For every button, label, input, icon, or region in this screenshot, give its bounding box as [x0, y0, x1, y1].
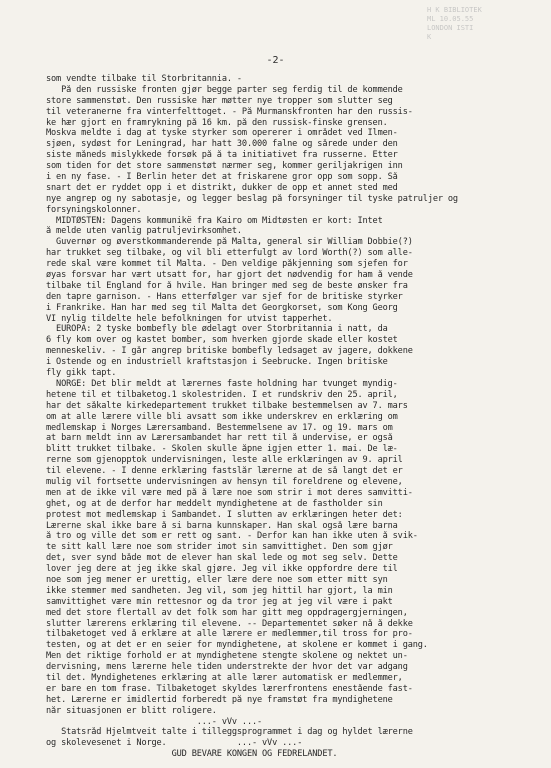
- text-line: NORGE: Det blir meldt at lærernes faste holdning har tvunget myndig-: [46, 378, 398, 389]
- stamp-line: K: [427, 33, 432, 41]
- text-line: til det. Myndighetenes erklæring at alle lærer automatisk er medlemmer,: [46, 672, 403, 683]
- text-line: dervisning, mens lærerne hele tiden understrekte der hvor det var adgang: [46, 662, 408, 673]
- text-line: tilbake til England for å hvile. Han bringer med seg de beste ønsker fra: [46, 280, 408, 291]
- library-stamp: [427, 6, 537, 42]
- text-line: store sammenstøt. Den russiske hær møtter nye tropper som slutter seg: [46, 95, 393, 106]
- text-line: noe som jeg mener er urettig, eller lære dere noe som etter mitt syn: [46, 574, 388, 585]
- text-line: som vendte tilbake til Storbritannia. -: [46, 74, 242, 84]
- text-line: ke hær gjort en framrykning på 16 km. på den russisk-finske grensen.: [46, 117, 388, 128]
- text-line: tilbaketoget ved å erklære at alle lærere er medlemmer,til tross for pro-: [46, 629, 413, 640]
- text-line: med det store flertall av det folk som har gitt meg oppdragergjerningen,: [46, 607, 408, 618]
- text-line: den tapre garnison. - Hans etterfølger var sjef for de britiske styrker: [46, 291, 403, 302]
- text-line: i Frankrike. Han har med seg til Malta det Georgkorset, som Kong Georg: [46, 302, 398, 313]
- text-line: Moskva meldte i dag at tyske styrker som opererer i området ved Ilmen-: [46, 128, 398, 139]
- text-line: GUD BEVARE KONGEN OG FEDRELANDET.: [46, 749, 338, 760]
- text-line: VI nylig tildelte hele befolkningen for utvist tapperhet.: [46, 313, 333, 324]
- text-line: som tiden for det store sammenstøt nærmer seg, kommer geriljakrigen inn: [46, 161, 403, 172]
- text-line: slutter lærerens erklæring til elevene. -- Departementet søker nå å dekke: [46, 618, 413, 629]
- text-line: men at de ikke vil være med på å lære noe som strir i mot deres samvitti-: [46, 487, 413, 498]
- text-line: te sitt kall lære noe som strider imot sin samvittighet. Den som gjør: [46, 542, 393, 553]
- text-line: På den russiske fronten gjør begge parter seg ferdig til de kommende: [46, 84, 403, 95]
- text-line: mulig vil fortsette undervisningen av hensyn til foreldrene og elevene,: [46, 476, 403, 487]
- text-line: ikke stemmer med sandheten. Jeg vil, som jeg hittil har gjort, la min: [46, 585, 393, 596]
- text-line: Men det riktige forhold er at myndighetene stengte skolene og nektet un-: [46, 651, 408, 662]
- text-line: rede skal være kommet til Malta. - Den veldige påkjenning som sjefen for: [46, 259, 408, 270]
- text-line: menneskeliv. - I går angrep britiske bombefly ledsaget av jagere, dokkene: [46, 346, 413, 357]
- text-line: forsyningskolonner.: [46, 204, 142, 215]
- text-line: testen, og at det er en seier for myndighetene, at skolene er kommet i gang.: [46, 640, 428, 651]
- text-line: fly gikk tapt.: [46, 368, 117, 379]
- text-line: lover jeg dere at jeg ikke skal gjøre. Jeg vil ikke oppfordre dere til: [46, 564, 398, 575]
- text-line: nye angrep og ny sabotasje, og legger beslag på forsyninger til tyske patruljer og: [46, 193, 458, 204]
- text-line: om at alle lærere ville bli avsatt som ikke underskrev en erklæring om: [46, 411, 398, 422]
- text-line: blitt trukket tilbake. - Skolen skulle åpne igjen etter 1. mai. De læ-: [46, 444, 398, 455]
- text-line: 6 fly kom over og kastet bomber, som hverken gjorde skade eller kostet: [46, 335, 398, 346]
- text-line: EUROPA: 2 tyske bombefly ble ødelagt over Storbritannia i natt, da: [46, 324, 388, 335]
- text-line: at barn meldt inn av Lærersambandet har rett til å undervise, er også: [46, 433, 393, 444]
- text-line: i en ny fase. - I Berlin heter det at friskarene gror opp som sopp. Så: [46, 172, 398, 183]
- text-line: til elevene. - I denne erklæring fastslår lærerne at de så langt det er: [46, 466, 403, 477]
- stamp-line: LONDON ISTI: [427, 24, 474, 32]
- text-line: medlemskap i Norges Lærersamband. Bestemmelsene av 17. og 19. mars om: [46, 422, 393, 433]
- text-line: het. Lærerne er imidlertid forberedt på nye framstøt fra myndighetene: [46, 694, 393, 705]
- text-line: Guvernør og øverstkommanderende på Malta, general sir William Dobbie(?): [46, 237, 413, 248]
- text-line: ghet, og at de derfor har meddelt myndighetene at de fastholder sin: [46, 498, 383, 509]
- text-line: sjøen, sydøst for Leningrad, har hatt 30.000 falne og sårede under den: [46, 139, 398, 150]
- text-line: rerne som gjenopptok undervisningen, leste alle erklæringen av 9. april: [46, 455, 403, 466]
- text-line: ...- vVv ...-: [46, 716, 263, 727]
- text-line: har det såkalte kirkedepartement trukket tilbake bestemmelsen av 7. mars: [46, 400, 408, 411]
- text-line: når situasjonen er blitt roligere.: [46, 705, 217, 716]
- text-line: samvittighet være min rettesnor og da tror jeg at jeg vil være i pakt: [46, 596, 393, 607]
- text-line: å tro og ville det som er rett og sant. - Derfor kan han ikke uten å svik-: [46, 531, 418, 542]
- text-line: hetene til et tilbaketog.1 skolestriden. I et rundskriv den 25. april,: [46, 389, 398, 400]
- text-line: det, sver synd både mot de elever han skal lede og mot seg selv. Dette: [46, 553, 398, 564]
- text-line: i Ostende og en industriell kraftstasjon i Seebrucke. Ingen britiske: [46, 357, 388, 368]
- text-line: siste måneds mislykkede forsøk på å ta initiativet fra russerne. Etter: [46, 150, 398, 161]
- text-line: og skolevesenet i Norge. ...- vVv ...-: [46, 738, 303, 749]
- text-line: snart det er ryddet opp i et distrikt, dukker de opp et annet sted med: [46, 182, 398, 193]
- text-line: Statsråd Hjelmtveit talte i tilleggsprogrammet i dag og hyldet lærerne: [46, 727, 413, 738]
- document-body: [46, 74, 546, 760]
- text-line: er bare en tom frase. Tilbaketoget skyldes lærerfrontens enestående fast-: [46, 683, 413, 694]
- text-line: protest mot medlemskap i Sambandet. I slutten av erklæringen heter det:: [46, 509, 403, 520]
- stamp-line: H K BIBLIOTEK: [427, 6, 482, 14]
- text-line: har trukket seg tilbake, og vil bli etterfulgt av lord Worth(?) som alle-: [46, 248, 413, 259]
- text-line: Lærerne skal ikke bare å si barna kunnskaper. Han skal også lære barna: [46, 520, 398, 531]
- text-line: øyas forsvar har vært utsatt for, har gjort det nødvendig for ham å vende: [46, 270, 413, 281]
- stamp-line: ML 10.05.55: [427, 15, 474, 23]
- text-line: til veteranerne fra vinterfelttoget. - På Murmanskfronten har den russis-: [46, 106, 413, 117]
- text-line: å melde uten vanlig patruljevirksomhet.: [46, 226, 242, 237]
- text-line: MIDTØSTEN: Dagens kommunikë fra Kairo om Midtøsten er kort: Intet: [46, 215, 383, 226]
- page-number: -2-: [266, 55, 285, 66]
